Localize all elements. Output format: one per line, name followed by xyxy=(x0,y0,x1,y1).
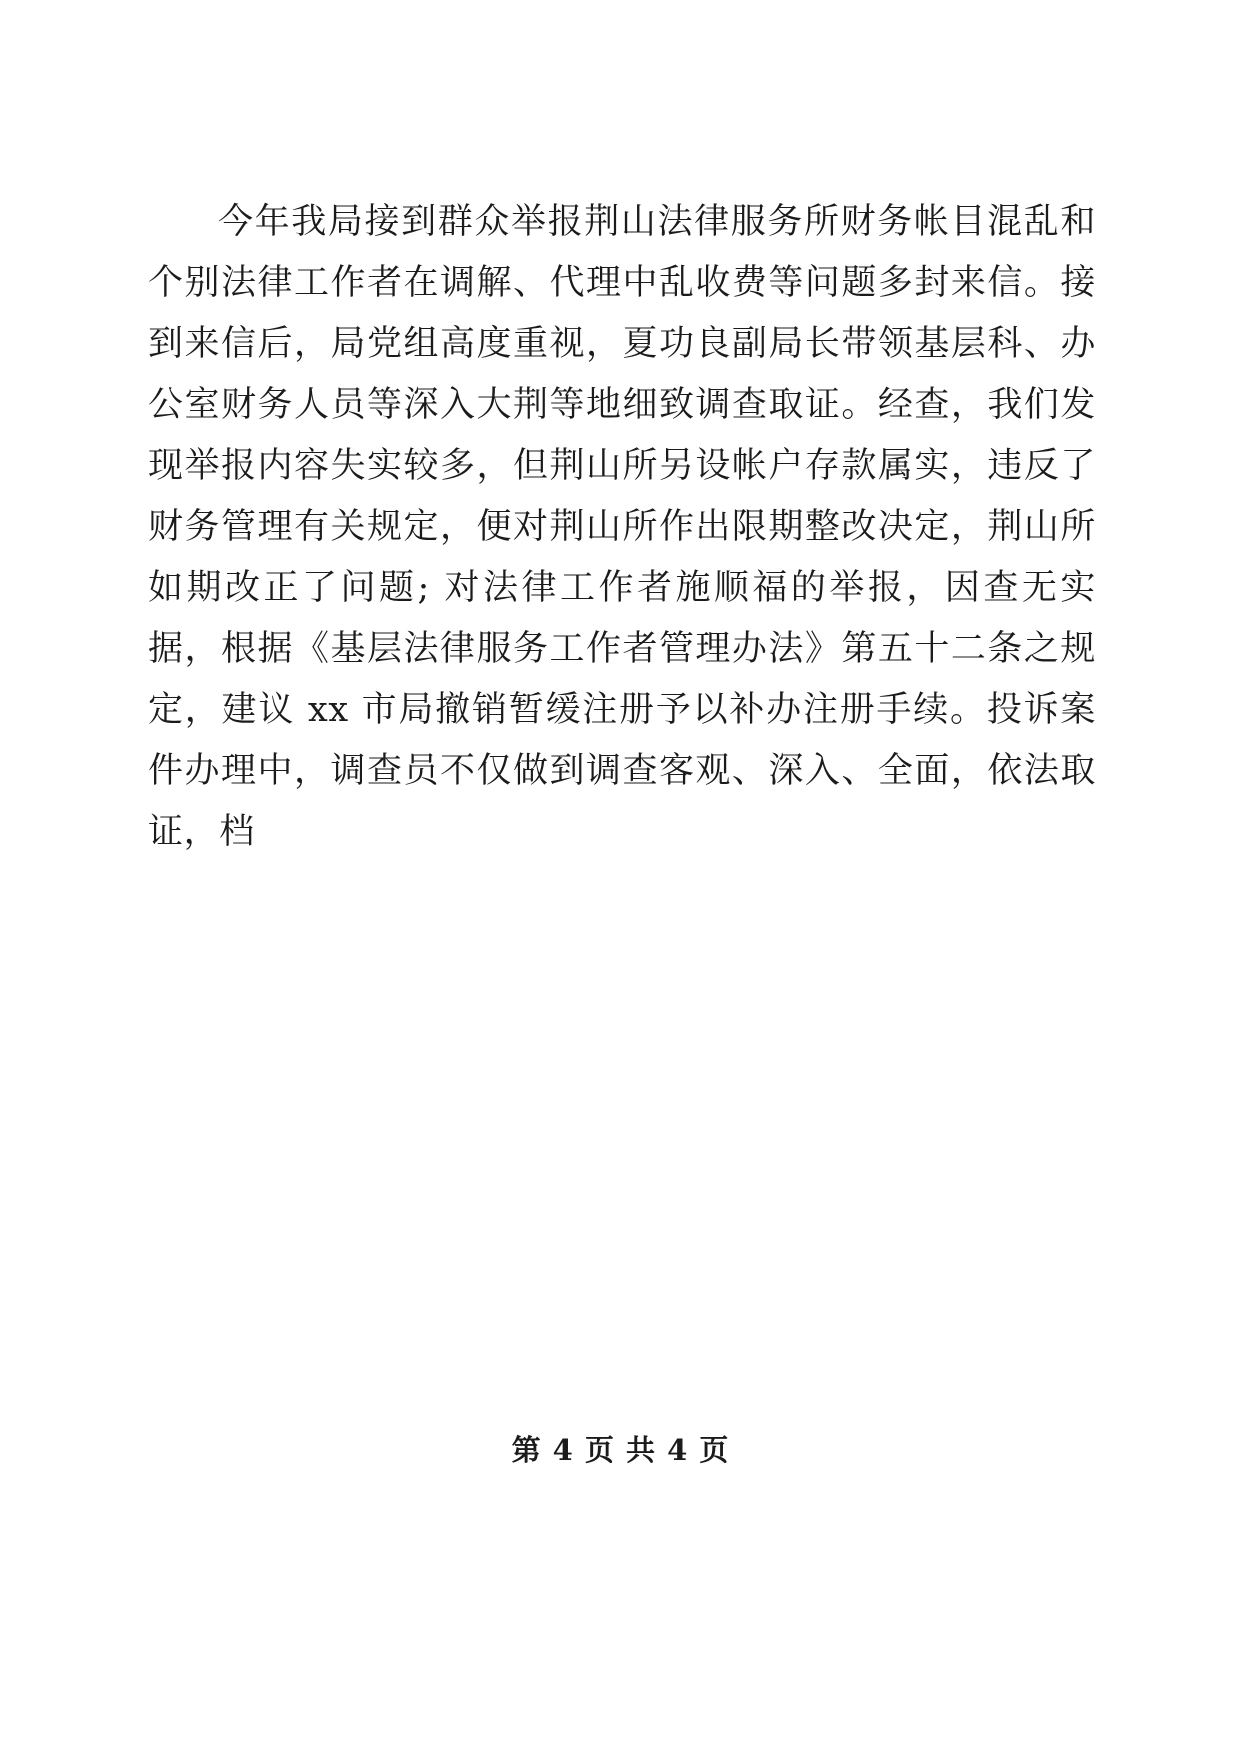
page-footer xyxy=(0,1428,1241,1469)
document-body xyxy=(148,192,1096,863)
body-paragraph: 今年我局接到群众举报荆山法律服务所财务帐目混乱和个别法律工作者在调解、代理中乱收费等问题多封来信。接到来信后，局党组高度重视，夏功良副局长带领基层科、办公室财务人员等深入大荆等地细致调查取证。经查，我们发现举报内容失实较多，但荆山所另设帐户存款属实，违反了财务管理有关规定，便对荆山所作出限期整改决定，荆山所如期改正了问题; 对法律工作者施顺福的举报，因查无实据，根据《基层法律服务工作者管理办法》第五十二条之规定，建议 xx 市局撤销暂缓注册予以补办注册手续。投诉案件办理中，调查员不仅做到调查客观、深入、全面，依法取证，档 xyxy=(148,202,1096,852)
page-number-label: 第 4 页 共 4 页 xyxy=(511,1433,730,1467)
